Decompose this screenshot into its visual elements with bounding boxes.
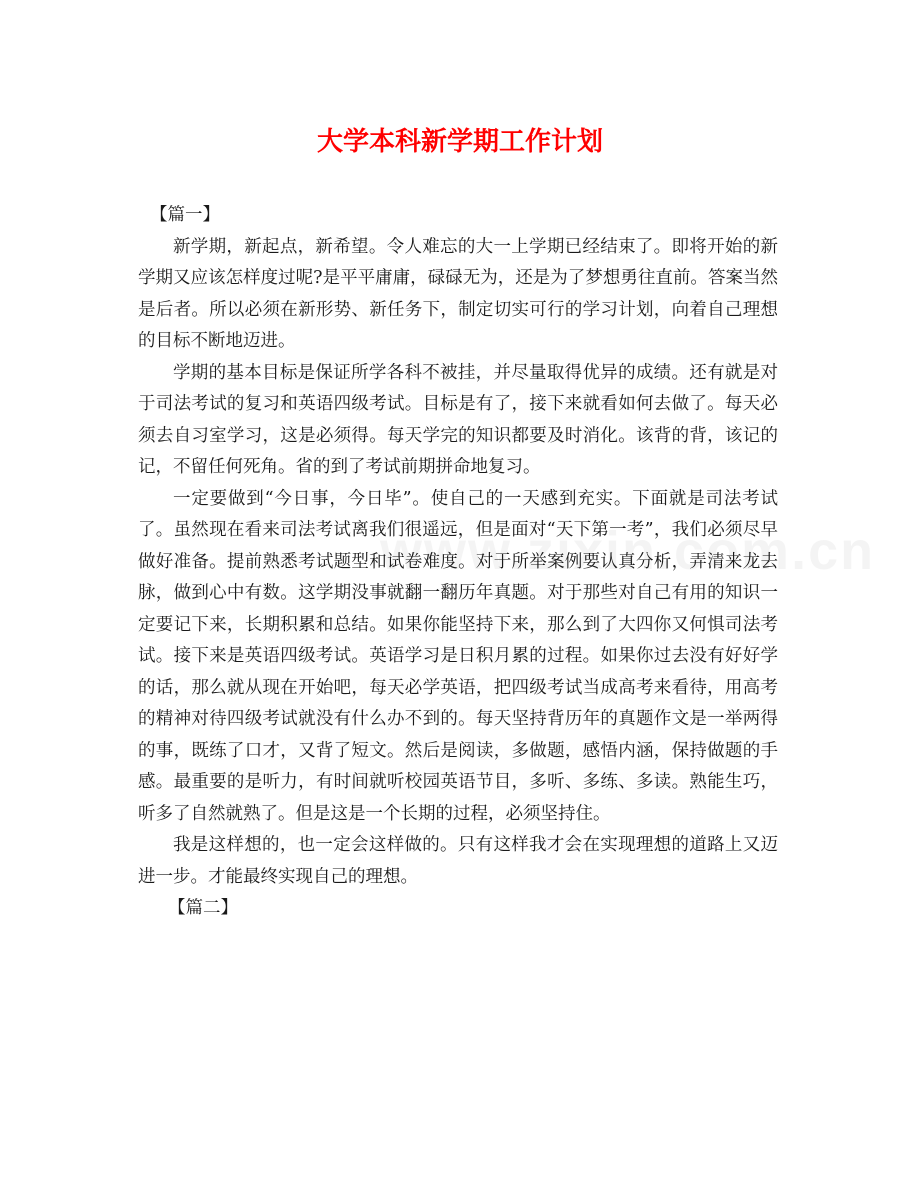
document-title: 大学本科新学期工作计划 [316,127,603,157]
paragraph: 一定要做到“今日事，今日毕”。使自己的一天感到充实。下面就是司法考试了。虽然现在看来司法考试离我们很遥远，但是面对“天下第一考”，我们必须尽早做好准备。提前熟悉考试题型和试卷难度。对于所举案例要认真分析，弄清来龙去脉，做到心中有数。这学期没事就翻一翻历年真题。对于那些对自己有用的知识一定要记下来，长期积累和总结。如果你能坚持下来，那么到了大四你又何惧司法考试。接下来是英语四级考试。英语学习是日积月累的过程。如果你过去没有好好学的话，那么就从现在开始吧，每天必学英语，把四级考试当成高考来看待，用高考的精神对待四级考试就没有什么办不到的。每天坚持背历年的真题作文是一举两得的事，既练了口才，又背了短文。然后是阅读，多做题，感悟内涵，保持做题的手感。最重要的是听力，有时间就听校园英语节目，多听、多练、多读。熟能生巧，听多了自然就熟了。但是这是一个长期的过程，必须坚持住。 [138,488,778,824]
section-heading-1: 【篇一】 [150,205,220,225]
document-body [138,200,778,925]
paragraph: 我是这样想的，也一定会这样做的。只有这样我才会在实现理想的道路上又迈进一步。才能最终实现自己的理想。 [138,835,778,887]
paragraph: 新学期，新起点，新希望。令人难忘的大一上学期已经结束了。即将开始的新学期又应该怎样度过呢?是平平庸庸，碌碌无为，还是为了梦想勇往直前。答案当然是后者。所以必须在新形势、新任务下，制定切实可行的学习计划，向着自己理想的目标不断地迈进。 [138,236,778,351]
section-heading-2: 【篇二】 [168,898,238,918]
paragraph: 学期的基本目标是保证所学各科不被挂，并尽量取得优异的成绩。还有就是对于司法考试的复习和英语四级考试。目标是有了，接下来就看如何去做了。每天必须去自习室学习，这是必须得。每天学完的知识都要及时消化。该背的背，该记的记，不留任何死角。省的到了考试前期拼命地复习。 [138,362,778,477]
